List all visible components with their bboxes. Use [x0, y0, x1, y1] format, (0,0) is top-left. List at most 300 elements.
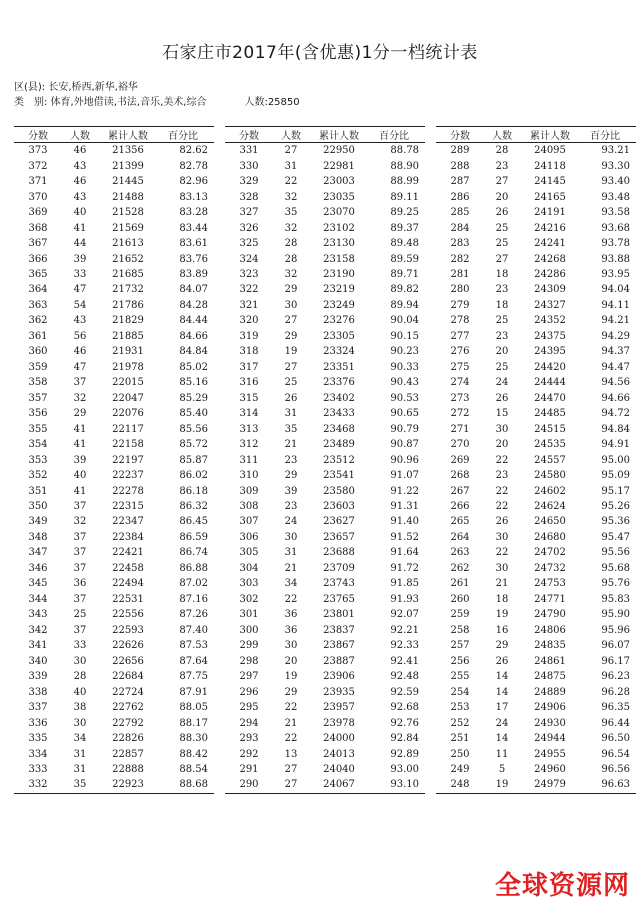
cell-cumulative: 22347	[112, 516, 144, 528]
cell-cumulative: 24420	[534, 361, 566, 373]
cell-score: 341	[28, 640, 48, 652]
table-row	[14, 329, 214, 344]
cell-cumulative: 22950	[323, 145, 355, 157]
cell-score: 333	[28, 763, 48, 775]
cell-score: 320	[239, 315, 259, 327]
cell-score: 271	[450, 423, 470, 435]
cell-percent: 91.07	[390, 470, 419, 482]
cell-count: 25	[495, 222, 509, 234]
cell-count: 19	[495, 779, 509, 791]
cell-count: 25	[495, 315, 509, 327]
cell-percent: 96.17	[601, 655, 630, 667]
header-score: 分数	[436, 127, 484, 143]
table-row	[14, 220, 214, 235]
cell-count: 18	[495, 268, 509, 280]
cell-score: 291	[239, 763, 259, 775]
cell-count: 21	[284, 562, 298, 574]
cell-cumulative: 23765	[323, 593, 355, 605]
score-table	[225, 127, 425, 793]
table-row	[436, 762, 636, 777]
cell-score: 346	[28, 562, 48, 574]
cell-score: 272	[450, 408, 470, 420]
cell-score: 362	[28, 315, 48, 327]
table-row	[436, 452, 636, 467]
table-row	[14, 638, 214, 653]
cell-score: 315	[239, 392, 259, 404]
cell-percent: 88.54	[179, 763, 208, 775]
cell-percent: 95.47	[601, 531, 630, 543]
cell-cumulative: 21399	[112, 160, 144, 172]
table-row	[14, 360, 214, 375]
cell-score: 298	[239, 655, 259, 667]
cell-cumulative: 24650	[534, 516, 566, 528]
table-row	[225, 638, 425, 653]
table-row	[436, 592, 636, 607]
cell-score: 265	[450, 516, 470, 528]
cell-cumulative: 21685	[112, 268, 144, 280]
cell-count: 25	[495, 238, 509, 250]
cell-score: 359	[28, 361, 48, 373]
cell-score: 303	[239, 578, 259, 590]
cell-count: 21	[495, 578, 509, 590]
cell-score: 311	[239, 454, 259, 466]
table-row	[436, 251, 636, 266]
cell-percent: 91.52	[390, 531, 419, 543]
cell-percent: 91.31	[390, 501, 419, 513]
cell-percent: 95.26	[601, 501, 630, 513]
cell-cumulative: 24515	[534, 423, 566, 435]
cell-score: 260	[450, 593, 470, 605]
cell-score: 371	[28, 176, 48, 188]
header-percent: 百分比	[369, 127, 425, 143]
cell-cumulative: 24535	[534, 439, 566, 451]
cell-percent: 87.75	[179, 671, 208, 683]
category-line	[14, 93, 300, 108]
cell-cumulative: 24485	[534, 408, 566, 420]
table-row	[225, 143, 425, 159]
cell-percent: 96.44	[601, 717, 630, 729]
cell-cumulative: 23158	[323, 253, 355, 265]
cell-count: 30	[73, 655, 87, 667]
cell-count: 44	[73, 238, 87, 250]
cell-count: 41	[73, 439, 87, 451]
cell-cumulative: 23887	[323, 655, 355, 667]
table-row	[436, 530, 636, 545]
cell-score: 293	[239, 733, 259, 745]
cell-percent: 95.83	[601, 593, 630, 605]
cell-score: 253	[450, 702, 470, 714]
cell-cumulative: 22117	[112, 423, 144, 435]
cell-percent: 95.00	[601, 454, 630, 466]
cell-cumulative: 21829	[112, 315, 144, 327]
table-row	[14, 746, 214, 761]
cell-cumulative: 23657	[323, 531, 355, 543]
cell-score: 324	[239, 253, 259, 265]
cell-score: 319	[239, 330, 259, 342]
cell-score: 369	[28, 207, 48, 219]
cell-count: 40	[73, 686, 87, 698]
cell-cumulative: 21732	[112, 284, 144, 296]
table-row	[14, 313, 214, 328]
cell-cumulative: 24191	[534, 207, 566, 219]
table-row	[14, 468, 214, 483]
cell-cumulative: 23801	[323, 609, 355, 621]
cell-score: 267	[450, 485, 470, 497]
cell-score: 287	[450, 176, 470, 188]
header-cumulative: 累计人数	[309, 127, 369, 143]
cell-cumulative: 22656	[112, 655, 144, 667]
cell-cumulative: 24352	[534, 315, 566, 327]
cell-score: 335	[28, 733, 48, 745]
cell-cumulative: 22556	[112, 609, 144, 621]
cell-percent: 94.04	[601, 284, 630, 296]
table-row	[436, 360, 636, 375]
cell-percent: 85.40	[179, 408, 208, 420]
cell-score: 259	[450, 609, 470, 621]
table-row	[14, 669, 214, 684]
cell-count: 23	[495, 470, 509, 482]
cell-cumulative: 22762	[112, 702, 144, 714]
cell-score: 351	[28, 485, 48, 497]
table-row	[14, 653, 214, 668]
cell-count: 41	[73, 485, 87, 497]
table-row	[225, 205, 425, 220]
cell-score: 373	[28, 145, 48, 157]
cell-score: 355	[28, 423, 48, 435]
cell-cumulative: 24327	[534, 299, 566, 311]
cell-count: 14	[495, 671, 509, 683]
cell-count: 23	[284, 501, 298, 513]
cell-percent: 84.44	[179, 315, 208, 327]
cell-count: 30	[73, 717, 87, 729]
table-row	[436, 313, 636, 328]
cell-cumulative: 24309	[534, 284, 566, 296]
cell-score: 296	[239, 686, 259, 698]
cell-score: 364	[28, 284, 48, 296]
cell-score: 282	[450, 253, 470, 265]
cell-percent: 86.74	[179, 547, 208, 559]
cell-count: 26	[495, 516, 509, 528]
cell-count: 28	[284, 238, 298, 250]
cell-score: 258	[450, 624, 470, 636]
cell-percent: 82.96	[179, 176, 208, 188]
cell-cumulative: 22792	[112, 717, 144, 729]
cell-count: 22	[284, 733, 298, 745]
table-row	[14, 174, 214, 189]
cell-score: 264	[450, 531, 470, 543]
cell-cumulative: 23276	[323, 315, 355, 327]
table-row	[14, 158, 214, 173]
cell-score: 269	[450, 454, 470, 466]
cell-percent: 88.30	[179, 733, 208, 745]
table-row	[225, 468, 425, 483]
cell-cumulative: 23035	[323, 191, 355, 203]
cell-cumulative: 24580	[534, 470, 566, 482]
table-row	[225, 576, 425, 591]
cell-percent: 91.22	[390, 485, 419, 497]
cell-count: 43	[73, 191, 87, 203]
header-count: 人数	[484, 127, 520, 143]
table-row	[225, 360, 425, 375]
cell-score: 314	[239, 408, 259, 420]
header-percent: 百分比	[158, 127, 214, 143]
table-row	[14, 251, 214, 266]
cell-score: 342	[28, 624, 48, 636]
cell-percent: 93.00	[390, 763, 419, 775]
cell-percent: 88.17	[179, 717, 208, 729]
cell-cumulative: 23743	[323, 578, 355, 590]
table-row	[225, 437, 425, 452]
cell-count: 31	[73, 763, 87, 775]
cell-cumulative: 23324	[323, 346, 355, 358]
cell-score: 363	[28, 299, 48, 311]
cell-cumulative: 22826	[112, 733, 144, 745]
cell-count: 25	[284, 377, 298, 389]
table-row	[436, 267, 636, 282]
table-row	[14, 623, 214, 638]
cell-percent: 92.84	[390, 733, 419, 745]
table-row	[225, 220, 425, 235]
cell-score: 308	[239, 501, 259, 513]
cell-count: 33	[73, 640, 87, 652]
table-row	[225, 329, 425, 344]
cell-percent: 90.96	[390, 454, 419, 466]
table-row	[225, 375, 425, 390]
score-table-1	[14, 126, 214, 794]
cell-cumulative: 23541	[323, 470, 355, 482]
cell-cumulative: 23489	[323, 439, 355, 451]
cell-percent: 85.02	[179, 361, 208, 373]
cell-count: 16	[495, 624, 509, 636]
cell-percent: 82.78	[179, 160, 208, 172]
table-row	[14, 437, 214, 452]
cell-count: 29	[495, 640, 509, 652]
table-row	[14, 344, 214, 359]
cell-score: 295	[239, 702, 259, 714]
table-row	[14, 452, 214, 467]
cell-count: 43	[73, 160, 87, 172]
cell-count: 30	[284, 299, 298, 311]
cell-score: 338	[28, 686, 48, 698]
cell-percent: 92.07	[390, 609, 419, 621]
cell-count: 31	[73, 748, 87, 760]
cell-count: 19	[284, 346, 298, 358]
cell-percent: 94.91	[601, 439, 630, 451]
cell-percent: 89.59	[390, 253, 419, 265]
cell-percent: 88.68	[179, 779, 208, 791]
table-row	[225, 530, 425, 545]
cell-percent: 87.53	[179, 640, 208, 652]
cell-cumulative: 24955	[534, 748, 566, 760]
cell-score: 329	[239, 176, 259, 188]
cell-cumulative: 23627	[323, 516, 355, 528]
cell-count: 31	[284, 408, 298, 420]
cell-percent: 90.65	[390, 408, 419, 420]
cell-score: 266	[450, 501, 470, 513]
cell-percent: 93.88	[601, 253, 630, 265]
cell-percent: 93.30	[601, 160, 630, 172]
table-row	[14, 592, 214, 607]
cell-score: 306	[239, 531, 259, 543]
cell-cumulative: 23837	[323, 624, 355, 636]
cell-cumulative: 22158	[112, 439, 144, 451]
cell-cumulative: 24602	[534, 485, 566, 497]
cell-percent: 96.50	[601, 733, 630, 745]
cell-score: 312	[239, 439, 259, 451]
table-row	[14, 143, 214, 159]
cell-score: 297	[239, 671, 259, 683]
cell-score: 278	[450, 315, 470, 327]
cell-score: 367	[28, 238, 48, 250]
cell-score: 251	[450, 733, 470, 745]
cell-score: 318	[239, 346, 259, 358]
table-row	[14, 731, 214, 746]
cell-cumulative: 22015	[112, 377, 144, 389]
cell-cumulative: 23070	[323, 207, 355, 219]
cell-count: 35	[73, 779, 87, 791]
cell-count: 22	[495, 454, 509, 466]
cell-cumulative: 22626	[112, 640, 144, 652]
table-row	[225, 158, 425, 173]
cell-percent: 87.91	[179, 686, 208, 698]
cell-percent: 86.88	[179, 562, 208, 574]
cell-percent: 93.48	[601, 191, 630, 203]
table-row	[436, 375, 636, 390]
cell-cumulative: 21931	[112, 346, 144, 358]
cell-count: 36	[284, 624, 298, 636]
cell-cumulative: 23935	[323, 686, 355, 698]
cell-score: 340	[28, 655, 48, 667]
cell-count: 19	[284, 671, 298, 683]
cell-score: 263	[450, 547, 470, 559]
cell-cumulative: 21569	[112, 222, 144, 234]
cell-percent: 88.90	[390, 160, 419, 172]
cell-score: 325	[239, 238, 259, 250]
table-row	[225, 267, 425, 282]
cell-count: 32	[73, 516, 87, 528]
header-row	[225, 127, 425, 143]
table-row	[14, 391, 214, 406]
cell-cumulative: 21356	[112, 145, 144, 157]
cell-percent: 93.68	[601, 222, 630, 234]
cell-percent: 89.82	[390, 284, 419, 296]
table-row	[14, 530, 214, 545]
cell-count: 28	[284, 253, 298, 265]
table-row	[436, 684, 636, 699]
cell-count: 41	[73, 222, 87, 234]
cell-score: 372	[28, 160, 48, 172]
cell-count: 27	[495, 253, 509, 265]
table-row	[14, 684, 214, 699]
table-row	[225, 514, 425, 529]
cell-percent: 95.09	[601, 470, 630, 482]
cell-count: 26	[495, 655, 509, 667]
cell-score: 343	[28, 609, 48, 621]
cell-score: 317	[239, 361, 259, 373]
cell-count: 24	[284, 516, 298, 528]
table-row	[436, 158, 636, 173]
cell-percent: 84.07	[179, 284, 208, 296]
table-row	[225, 762, 425, 777]
cell-score: 336	[28, 717, 48, 729]
cell-cumulative: 23867	[323, 640, 355, 652]
cell-count: 46	[73, 176, 87, 188]
cell-percent: 95.17	[601, 485, 630, 497]
table-row	[225, 592, 425, 607]
cell-count: 27	[284, 315, 298, 327]
cell-count: 37	[73, 547, 87, 559]
cell-cumulative: 22237	[112, 470, 144, 482]
table-row	[436, 282, 636, 297]
cell-percent: 90.23	[390, 346, 419, 358]
table-row	[14, 483, 214, 498]
cell-count: 43	[73, 315, 87, 327]
table-row	[436, 437, 636, 452]
cell-count: 37	[73, 377, 87, 389]
cell-count: 40	[73, 207, 87, 219]
table-row	[14, 406, 214, 421]
table-row	[436, 607, 636, 622]
cell-cumulative: 22047	[112, 392, 144, 404]
cell-count: 24	[495, 377, 509, 389]
header-score: 分数	[14, 127, 62, 143]
cell-cumulative: 21885	[112, 330, 144, 342]
cell-score: 366	[28, 253, 48, 265]
cell-count: 5	[498, 763, 506, 775]
table-row	[225, 421, 425, 436]
cell-percent: 86.02	[179, 470, 208, 482]
table-row	[436, 700, 636, 715]
cell-percent: 96.63	[601, 779, 630, 791]
table-row	[225, 623, 425, 638]
cell-percent: 93.95	[601, 268, 630, 280]
cell-percent: 83.44	[179, 222, 208, 234]
table-row	[225, 298, 425, 313]
cell-score: 281	[450, 268, 470, 280]
cell-count: 23	[495, 330, 509, 342]
cell-cumulative: 23130	[323, 238, 355, 250]
cell-cumulative: 22981	[323, 160, 355, 172]
table-row	[436, 298, 636, 313]
cell-score: 302	[239, 593, 259, 605]
table-row	[225, 483, 425, 498]
page-title: 石家庄市2017年(含优惠)1分一档统计表	[162, 43, 478, 63]
table-row	[436, 746, 636, 761]
table-row	[436, 205, 636, 220]
cell-score: 268	[450, 470, 470, 482]
cell-score: 304	[239, 562, 259, 574]
cell-cumulative: 22278	[112, 485, 144, 497]
cell-percent: 87.16	[179, 593, 208, 605]
cell-percent: 95.36	[601, 516, 630, 528]
cell-count: 34	[284, 578, 298, 590]
cell-score: 294	[239, 717, 259, 729]
cell-score: 270	[450, 439, 470, 451]
cell-percent: 84.84	[179, 346, 208, 358]
cell-score: 277	[450, 330, 470, 342]
cell-count: 22	[284, 702, 298, 714]
cell-percent: 94.29	[601, 330, 630, 342]
cell-score: 250	[450, 748, 470, 760]
cell-percent: 95.96	[601, 624, 630, 636]
cell-score: 307	[239, 516, 259, 528]
table-row	[436, 653, 636, 668]
table-row	[225, 715, 425, 730]
cell-cumulative: 23190	[323, 268, 355, 280]
cell-cumulative: 24216	[534, 222, 566, 234]
cell-cumulative: 22076	[112, 408, 144, 420]
cell-count: 46	[73, 145, 87, 157]
